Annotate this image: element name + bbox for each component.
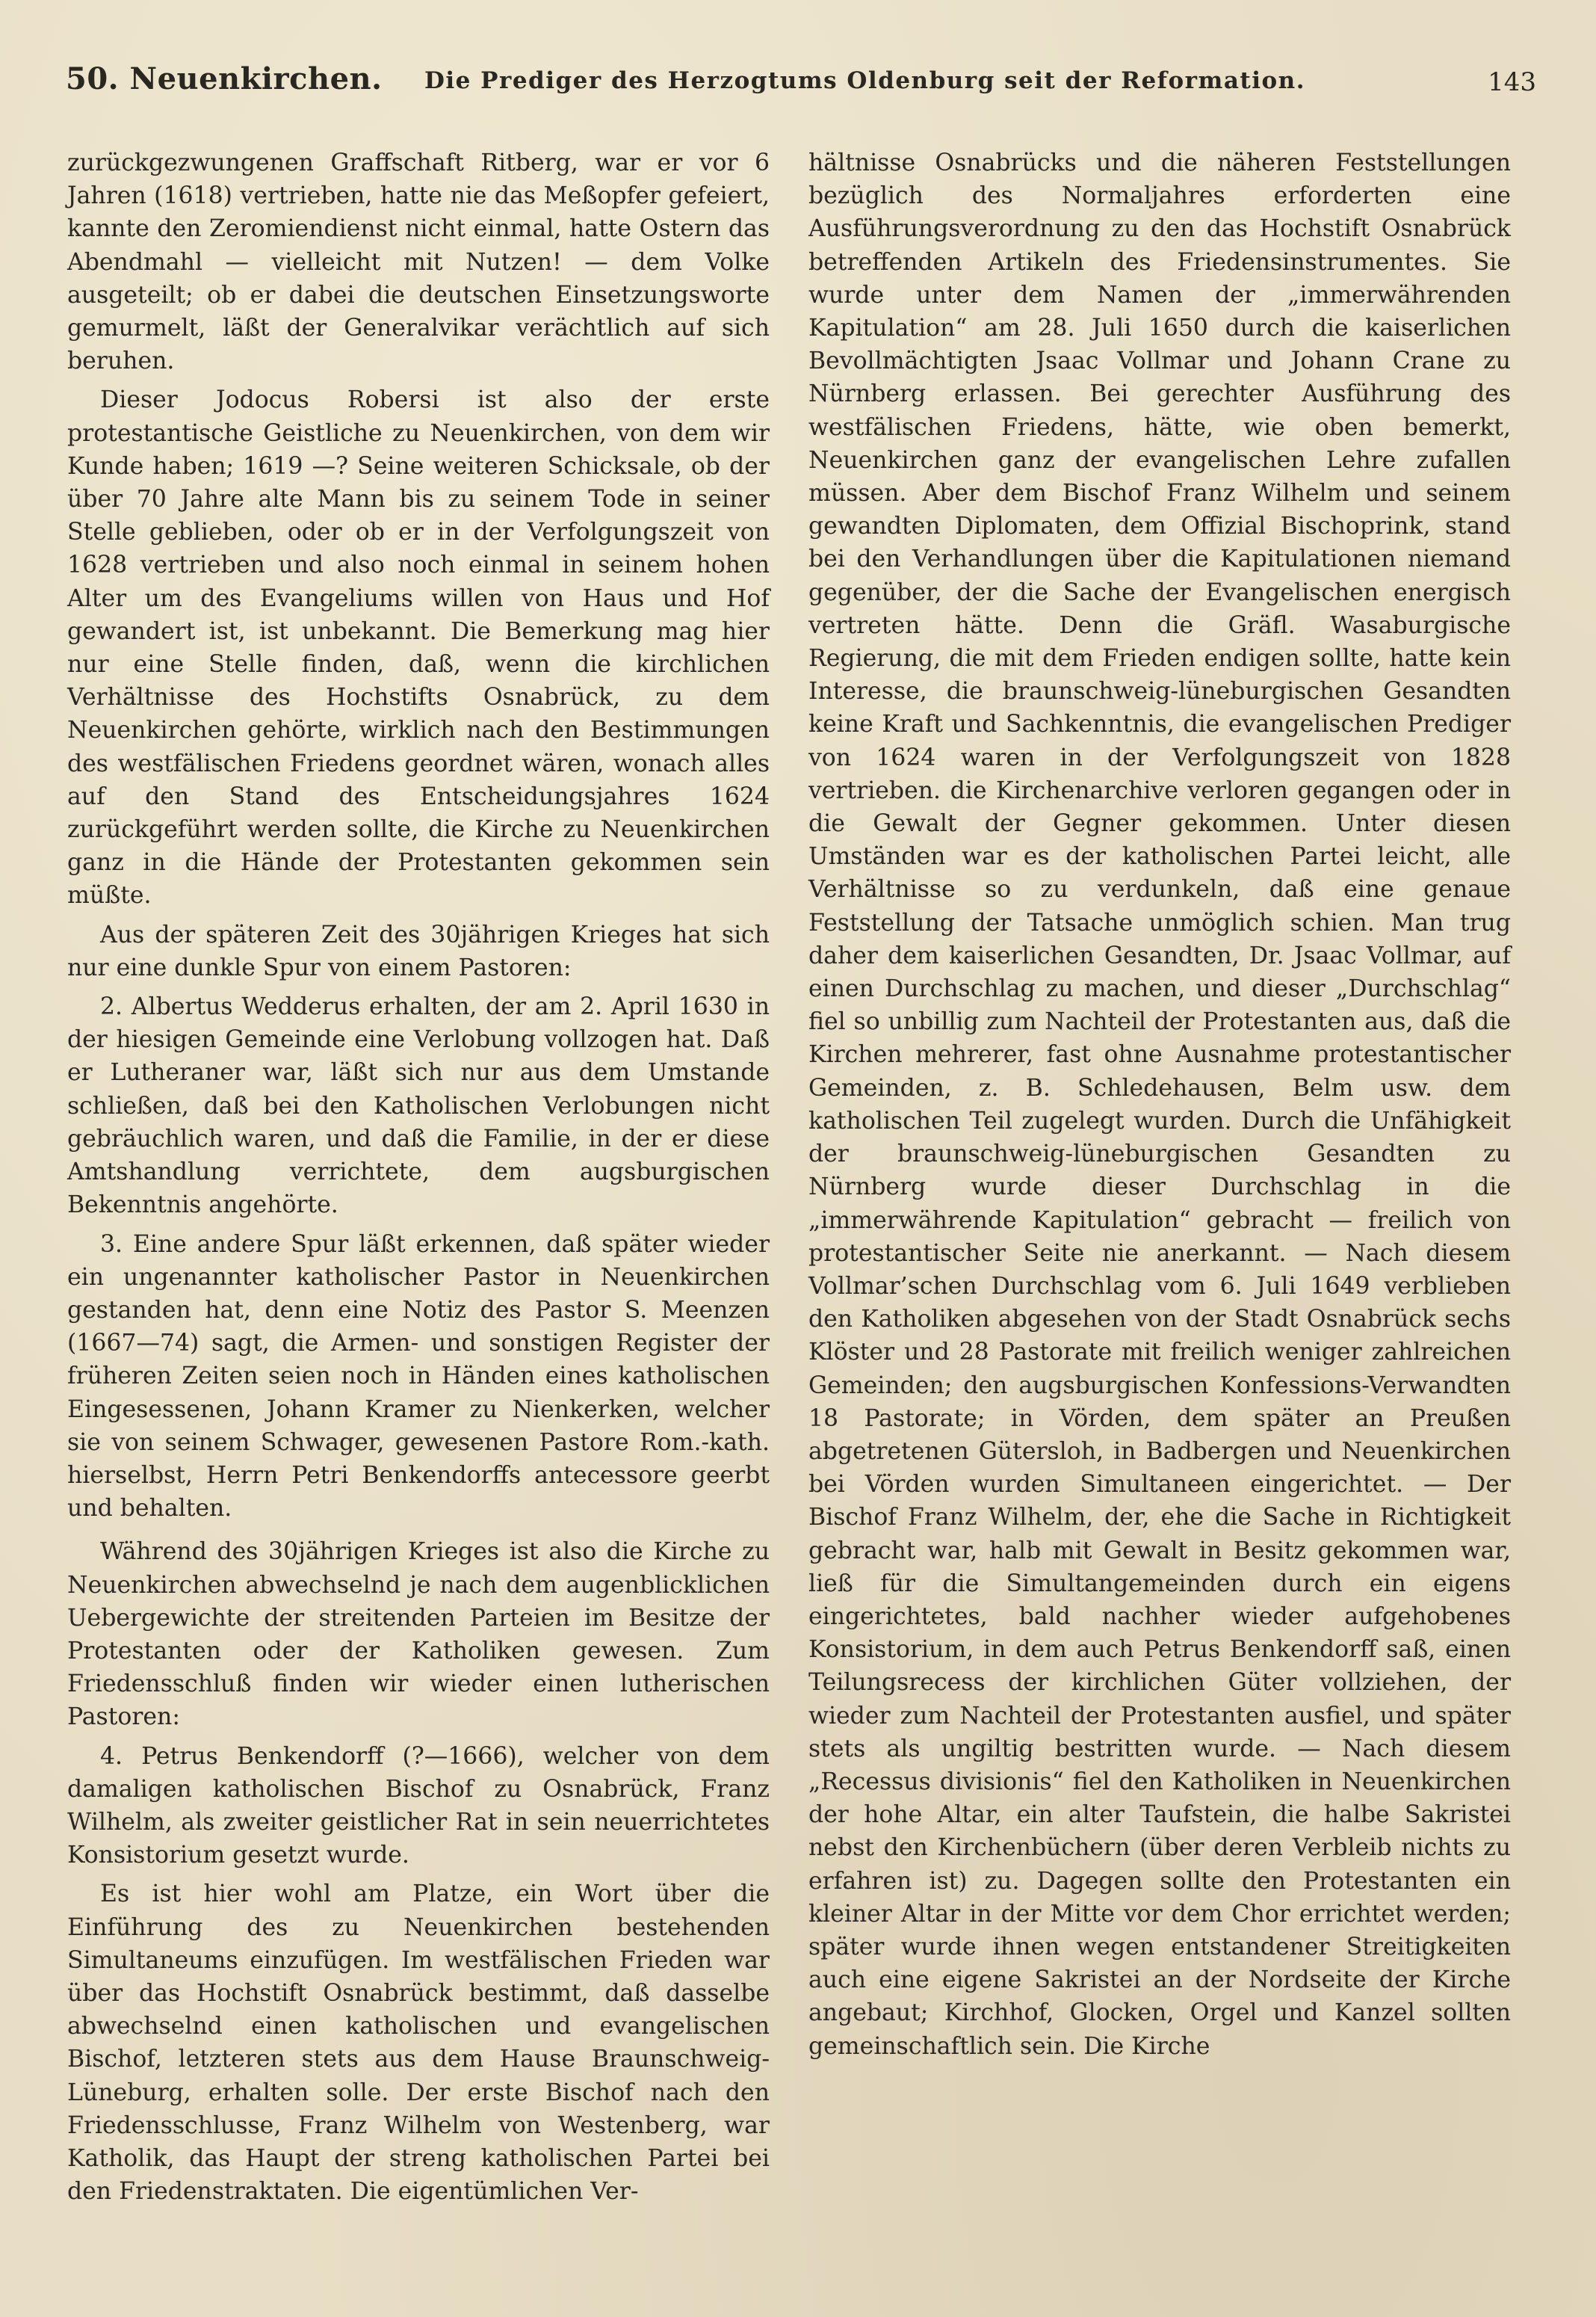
paragraph: hältnisse Osnabrücks und die näheren Feststellungen bezüglich des Normaljahres erforderten eine Ausführungsverordnung zu den das Hochstift Osnabrück betreffenden Artikeln des Friedensinstrumentes. Sie wurde unter dem Namen der „immerwährenden Kapitulation“ am 28. Juli 1650 durch die kaiserlichen Bevollmächtigten Jsaac Vollmar und Johann Crane zu Nürnberg erlassen. Bei gerechter Ausführung des westfälischen Friedens, hätte, wie oben bemerkt, Neuenkirchen ganz der evangelischen Lehre zufallen müssen. Aber dem Bischof Franz Wilhelm und seinem gewandten Diplomaten, dem Offizial Bischoprink, stand bei den Verhandlungen über die Kapitulationen niemand gegenüber, der die Sache der Evangelischen energisch vertreten hätte. Denn die Gräfl. Wasaburgische Regierung, die mit dem Frieden endigen sollte, hatte kein Interesse, die braunschweig-lüneburgischen Gesandten keine Kraft und Sachkenntnis, die evangelischen Prediger von 1624 waren in der Verfolgungszeit von 1828 vertrieben. die Kirchenarchive verloren gegangen oder in die Gewalt der Gegner gekommen. Unter diesen Umständen war es der katholischen Partei leicht, alle Verhältnisse so zu verdunkeln, daß eine genaue Feststellung der Tatsache unmöglich schien. Man trug daher dem kaiserlichen Gesandten, Dr. Jsaac Vollmar, auf einen Durchschlag zu machen, und dieser „Durchschlag“ fiel so unbillig zum Nachteil der Protestanten aus, daß die Kirchen mehrerer, fast ohne Ausnahme protestantischer Gemeinden, z. B. Schledehausen, Belm usw. dem katholischen Teil zugelegt wurden. Durch die Unfähigkeit der braunschweig-lüneburgischen Gesandten zu Nürnberg wurde dieser Durchschlag in die „immerwährende Kapitulation“ gebracht — freilich von protestantischer Seite nie anerkannt. — Nach diesem Vollmar’schen Durchschlag vom 6. Juli 1649 verblieben den Katholiken abgesehen von der Stadt Osnabrück sechs Klöster und 28 Pastorate mit freilich weniger zahlreichen Gemeinden; den augsburgischen Konfessions-Verwandten 18 Pastorate; in Vörden, dem später an Preußen abgetretenen Gütersloh, in Badbergen und Neuenkirchen bei Vörden wurden Simultaneen eingerichtet. — Der Bischof Franz Wilhelm, der, ehe die Sache in Richtigkeit gebracht war, halb mit Gewalt in Besitz gekommen war, ließ für die Simultangemeinden durch ein eigens eingerichtetes, bald nachher wieder aufgehobenes Konsistorium, in dem auch Petrus Benkendorff saß, einen Teilungsrecess der kirchlichen Güter vollziehen, der wieder zum Nachteil der Protestanten ausfiel, und später stets als ungiltig bestritten wurde. — Nach diesem „Recessus divisionis“ fiel den Katholiken in Neuenkirchen der hohe Altar, ein alter Taufstein, die halbe Sakristei nebst den Kirchenbüchern (über deren Verbleib nichts zu erfahren ist) zu. Dagegen sollte den Protestanten ein kleiner Altar in der Mitte vor dem Chor errichtet werden; später wurde ihnen wegen entstandener Streitigkeiten auch eine eigene Sakristei an der Nordseite der Kirche angebaut; Kirchhof, Glocken, Orgel und Kanzel sollten gemeinschaftlich sein. Die Kirche [808, 149, 1511, 2060]
paragraph: Während des 30jährigen Krieges ist also die Kirche zu Neuenkirchen abwechselnd je nach dem augenblicklichen Uebergewichte der streitenden Parteien im Besitze der Protestanten oder der Katholiken gewesen. Zum Friedensschluß finden wir wieder einen lutherischen Pastoren: [67, 1538, 770, 1731]
page-number: 143 [1488, 67, 1536, 97]
paragraph: Es ist hier wohl am Platze, ein Wort über die Einführung des zu Neuenkirchen bestehenden Simultaneums einzufügen. Im westfälischen Frieden war über das Hochstift Osnabrück bestimmt, daß dasselbe abwechselnd einen katholischen und evangelischen Bischof, letzteren stets aus dem Hause Braunschweig-Lüneburg, erhalten solle. Der erste Bischof nach den Friedensschlusse, Franz Wilhelm von Westenberg, war Katholik, das Haupt der streng katholischen Partei bei den Friedenstraktaten. Die eigentümlichen Ver- [67, 1881, 770, 2206]
paragraph: Aus der späteren Zeit des 30jährigen Krieges hat sich nur eine dunkle Spur von einem Pastoren: [67, 921, 770, 981]
page-header [66, 58, 1536, 111]
running-title: Die Prediger des Herzogtums Oldenburg seit der Reformation. [424, 67, 1306, 94]
paragraph: 3. Eine andere Spur läßt erkennen, daß später wieder ein ungenannter katholischer Pastor in Neuenkirchen gestanden hat, denn eine Notiz des Pastor S. Meenzen (1667—74) sagt, die Armen- und sonstigen Register der früheren Zeiten seien noch in Händen eines katholischen Eingesessenen, Johann Kramer zu Nienkerken, welcher sie von seinem Schwager, gewesenen Pastore Rom.-kath. hierselbst, Herrn Petri Benkendorffs antecessore geerbt und behalten. [67, 1230, 770, 1522]
paragraph: zurückgezwungenen Graffschaft Ritberg, war er vor 6 Jahren (1618) vertrieben, hatte nie das Meßopfer gefeiert, kannte den Zeromiendienst nicht einmal, hatte Ostern das Abendmahl — vielleicht mit Nutzen! — dem Volke ausgeteilt; ob er dabei die deutschen Einsetzungsworte gemurmelt, läßt der Generalvikar verächtlich auf sich beruhen. [67, 149, 770, 375]
paragraph: 4. Petrus Benkendorff (?—1666), welcher von dem damaligen katholischen Bischof zu Osnabrück, Franz Wilhelm, als zweiter geistlicher Rat in sein neuerrichtetes Konsistorium gesetzt wurde. [67, 1742, 770, 1869]
paragraph: Dieser Jodocus Robersi ist also der erste protestantische Geistliche zu Neuenkirchen, von dem wir Kunde haben; 1619 —? Seine weiteren Schicksale, ob der über 70 Jahre alte Mann bis zu seinem Tode in seiner Stelle geblieben, oder ob er in der Verfolgungszeit von 1628 vertrieben und also noch einmal in seinem hohen Alter um des Evangeliums willen von Haus und Hof gewandert ist, ist unbekannt. Die Bemerkung mag hier nur eine Stelle finden, daß, wenn die kirchlichen Verhältnisse des Hochstifts Osnabrück, zu dem Neuenkirchen gehörte, wirklich nach den Bestimmungen des westfälischen Friedens geordnet wären, wonach alles auf den Stand des Entscheidungsjahres 1624 zurückgeführt werden sollte, die Kirche zu Neuenkirchen ganz in die Hände der Protestanten gekommen sein müßte. [67, 386, 770, 910]
right-column [808, 146, 1511, 2069]
section-heading: 50. Neuenkirchen. [66, 61, 383, 96]
paragraph: 2. Albertus Wedderus erhalten, der am 2. April 1630 in der hiesigen Gemeinde eine Verlobung vollzogen hat. Daß er Lutheraner war, läßt sich nur aus dem Umstande schließen, daß bei den Katholischen Verlobungen nicht gebräuchlich waren, und daß die Familie, in der er diese Amtshandlung verrichtete, dem augsburgischen Bekenntnis angehörte. [67, 993, 770, 1219]
left-column [67, 146, 770, 2214]
